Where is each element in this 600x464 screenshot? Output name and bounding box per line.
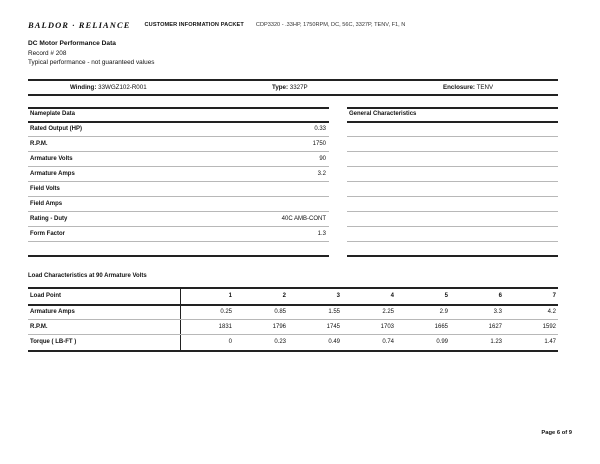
- nameplate-label: Field Amps: [30, 201, 63, 207]
- nameplate-row: [28, 152, 329, 167]
- nameplate-label: Rated Output (HP): [30, 126, 82, 132]
- type-field: [272, 84, 308, 91]
- load-row-label: Armature Amps: [30, 309, 75, 315]
- info-top-rule: [28, 79, 558, 81]
- load-bottom-rule: [28, 350, 558, 352]
- load-cell: 0.74: [382, 339, 394, 345]
- load-point-header: 6: [498, 293, 502, 299]
- nameplate-bottom-rule: [28, 255, 329, 257]
- load-cell: 2.9: [439, 309, 448, 315]
- winding-value: 33WGZ102-R001: [98, 84, 147, 91]
- packet-title: CUSTOMER INFORMATION PACKET: [144, 22, 244, 28]
- enclosure-field: [443, 84, 493, 91]
- load-cell: 3.3: [493, 309, 502, 315]
- load-cell: 0.49: [328, 339, 340, 345]
- nameplate-label: Rating - Duty: [30, 216, 68, 222]
- load-cell: 0.25: [220, 309, 232, 315]
- nameplate-row: [28, 137, 329, 152]
- load-corner-label: Load Point: [30, 293, 61, 299]
- nameplate-row: [28, 197, 329, 212]
- load-cell: 0.99: [436, 339, 448, 345]
- page-header: [28, 18, 405, 32]
- load-cell: 2.25: [382, 309, 394, 315]
- load-cell: 1796: [272, 324, 286, 330]
- general-top-rule: [347, 107, 558, 109]
- nameplate-label: Form Factor: [30, 231, 66, 237]
- load-header-rule: [28, 304, 558, 306]
- nameplate-value: 1.3: [317, 231, 326, 237]
- page-number: Page 6 of 9: [541, 430, 572, 436]
- load-point-header: 7: [552, 293, 556, 299]
- disclaimer-note: Typical performance - not guaranteed values: [28, 59, 155, 66]
- nameplate-value: 1750: [312, 141, 326, 147]
- load-cell: 1703: [380, 324, 394, 330]
- load-cell: 1592: [542, 324, 556, 330]
- load-cell: 0: [228, 339, 232, 345]
- type-value: 3327P: [289, 84, 308, 91]
- load-cell: 1745: [326, 324, 340, 330]
- load-cell: 1831: [218, 324, 232, 330]
- nameplate-value: 0.33: [314, 126, 326, 132]
- load-title: Load Characteristics at 90 Armature Volts: [28, 273, 147, 279]
- load-cell: 1665: [434, 324, 448, 330]
- record-number: Record # 208: [28, 50, 67, 57]
- nameplate-label: Armature Volts: [30, 156, 73, 162]
- nameplate-table: [28, 122, 329, 242]
- nameplate-label: Field Volts: [30, 186, 60, 192]
- nameplate-value: 40C AMB-CONT: [281, 216, 326, 222]
- general-header-rule: [347, 121, 558, 123]
- nameplate-row: [28, 122, 329, 137]
- info-bottom-rule: [28, 94, 558, 96]
- load-point-header: 4: [390, 293, 394, 299]
- load-cell: 0.23: [274, 339, 286, 345]
- type-label: Type:: [272, 84, 289, 91]
- general-bottom-rule: [347, 255, 558, 257]
- enclosure-value: TENV: [476, 84, 494, 91]
- load-point-header: 2: [282, 293, 286, 299]
- load-cell: 1627: [488, 324, 502, 330]
- nameplate-value: 3.2: [317, 171, 326, 177]
- load-point-header: 1: [228, 293, 232, 299]
- nameplate-row: [28, 212, 329, 227]
- nameplate-row: [28, 167, 329, 182]
- load-point-header: 3: [336, 293, 340, 299]
- document-title: DC Motor Performance Data: [28, 40, 116, 47]
- winding-field: [70, 84, 147, 91]
- load-top-rule: [28, 287, 558, 289]
- load-row-label: R.P.M.: [30, 324, 48, 330]
- load-cell: 1.23: [490, 339, 502, 345]
- load-cell: 4.2: [547, 309, 556, 315]
- nameplate-label: Armature Amps: [30, 171, 75, 177]
- load-cell: 1.55: [328, 309, 340, 315]
- load-point-header: 5: [444, 293, 448, 299]
- nameplate-label: R.P.M.: [30, 141, 48, 147]
- brand-logo: BALDOR · RELIANCE: [28, 20, 131, 30]
- enclosure-label: Enclosure:: [443, 84, 475, 91]
- load-cell: 1.47: [544, 339, 556, 345]
- general-header: General Characteristics: [349, 111, 417, 117]
- nameplate-top-rule: [28, 107, 329, 109]
- nameplate-value: 90: [319, 156, 326, 162]
- nameplate-row: [28, 182, 329, 197]
- load-row-label: Torque ( LB-FT ): [30, 339, 77, 345]
- load-cell: 0.85: [274, 309, 286, 315]
- product-description: CDP3320 - .33HP, 1750RPM, DC, 56C, 3327P, TENV, F1, N: [255, 22, 406, 28]
- nameplate-row: [28, 227, 329, 242]
- winding-label: Winding:: [70, 84, 97, 91]
- nameplate-header: Nameplate Data: [30, 111, 76, 117]
